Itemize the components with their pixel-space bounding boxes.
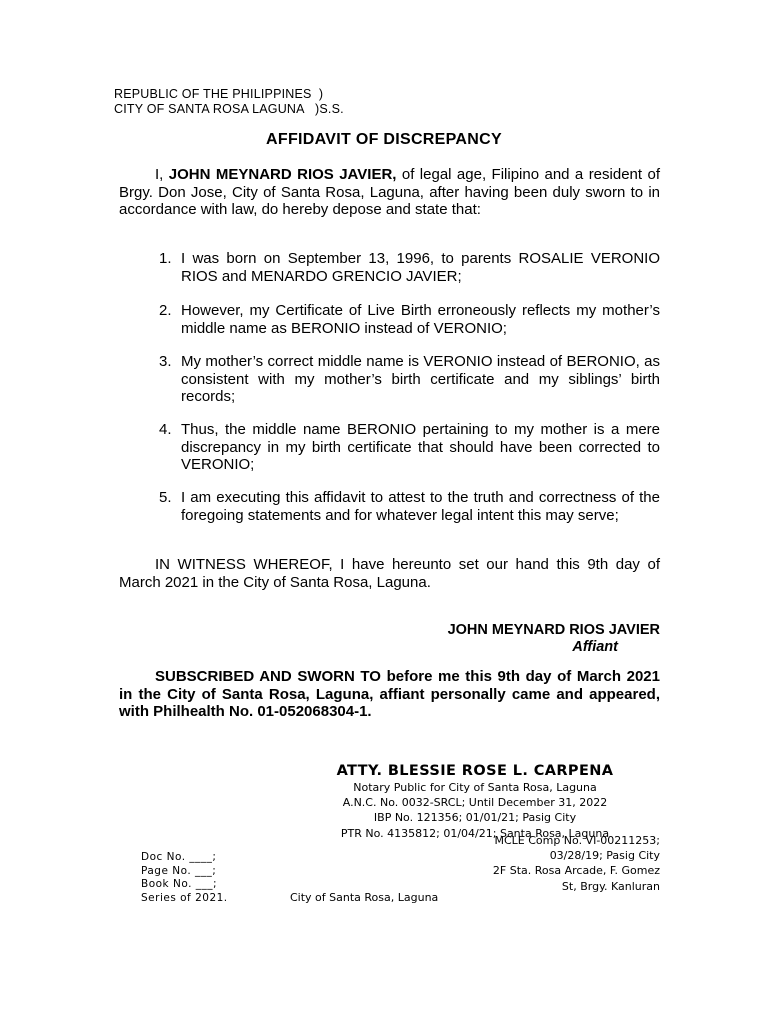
statement-item bbox=[159, 250, 660, 285]
notary-anc-line: A.N.C. No. 0032-SRCL; Until December 31, 2022 bbox=[342, 796, 608, 810]
intro-text: of legal age, Filipino and a resident of Brgy. Don Jose, City of Santa Rosa, Laguna, after having been duly sworn to in accordance with law, do hereby depose and state that: bbox=[119, 166, 660, 218]
notary-mcle-line: MCLE Comp No. VI-00211253; bbox=[494, 834, 660, 847]
statement-text: I was born on September 13, 1996, to parents ROSALIE VERONIO RIOS and MENARDO GRENCIO JAVIER; bbox=[181, 250, 660, 285]
statement-text: My mother’s correct middle name is VERONIO instead of BERONIO, as consistent with my mother’s birth certificate and my siblings’ birth records; bbox=[181, 353, 660, 405]
affiant-name-inline: JOHN MEYNARD RIOS JAVIER, bbox=[168, 166, 397, 183]
notary-address-line-2: St, Brgy. Kanluran bbox=[561, 879, 660, 893]
notary-city: City of Santa Rosa, Laguna bbox=[290, 891, 439, 904]
statement-item bbox=[159, 489, 660, 524]
statement-number: 2. bbox=[159, 302, 172, 319]
statement-number: 5. bbox=[159, 489, 172, 506]
document-title: AFFIDAVIT OF DISCREPANCY bbox=[266, 131, 502, 148]
notary-ibp-line: IBP No. 121356; 01/01/21; Pasig City bbox=[373, 811, 577, 825]
statement-text: Thus, the middle name BERONIO pertaining to my mother is a mere discrepancy in my birth certificate that should have been corrected to VERONIO; bbox=[181, 421, 660, 473]
venue-block bbox=[114, 87, 344, 117]
intro-paragraph bbox=[119, 166, 660, 219]
affiant-signature-name: JOHN MEYNARD RIOS JAVIER bbox=[447, 622, 660, 638]
registry-book-no: Book No. ___; bbox=[141, 878, 218, 890]
notary-details-right bbox=[420, 833, 660, 894]
notary-address-line: 2F Sta. Rosa Arcade, F. Gomez bbox=[492, 864, 660, 878]
registry-doc-no: Doc No. ____; bbox=[141, 851, 217, 863]
affiant-label: Affiant bbox=[572, 639, 618, 655]
statement-number: 3. bbox=[159, 353, 172, 370]
statement-item bbox=[159, 353, 660, 406]
notary-block bbox=[300, 763, 650, 841]
registry-series: Series of 2021. bbox=[141, 891, 228, 904]
notary-mcle-date-line: 03/28/19; Pasig City bbox=[549, 849, 660, 863]
registry-page-no: Page No. ___; bbox=[141, 864, 217, 877]
statement-text: I am executing this affidavit to attest to the truth and correctness of the foregoing statements and for whatever legal intent this may serve; bbox=[181, 489, 660, 524]
statement-number: 4. bbox=[159, 421, 172, 438]
venue-line-city: CITY OF SANTA ROSA LAGUNA )S.S. bbox=[114, 102, 344, 116]
intro-prefix: I, bbox=[155, 166, 169, 183]
notary-name: ATTY. BLESSIE ROSE L. CARPENA bbox=[336, 763, 614, 779]
statement-item bbox=[159, 421, 660, 474]
notarial-registry bbox=[141, 851, 228, 905]
notary-ptr-line: PTR No. 4135812; 01/04/21; Santa Rosa, Laguna bbox=[340, 826, 610, 840]
notary-commission-line: Notary Public for City of Santa Rosa, Laguna bbox=[353, 781, 597, 794]
venue-line-republic: REPUBLIC OF THE PHILIPPINES ) bbox=[114, 87, 324, 101]
jurat-paragraph: SUBSCRIBED AND SWORN TO before me this 9th day of March 2021 in the City of Santa Rosa, Laguna, affiant personally came and appeared, with Philhealth No. 01-052068304-1. bbox=[119, 668, 660, 720]
statement-number: 1. bbox=[159, 250, 172, 267]
statement-text: However, my Certificate of Live Birth erroneously reflects my mother’s middle name as BERONIO instead of VERONIO; bbox=[181, 302, 660, 337]
witness-paragraph: IN WITNESS WHEREOF, I have hereunto set our hand this 9th day of March 2021 in the City of Santa Rosa, Laguna. bbox=[119, 556, 660, 591]
statement-item bbox=[159, 302, 660, 337]
